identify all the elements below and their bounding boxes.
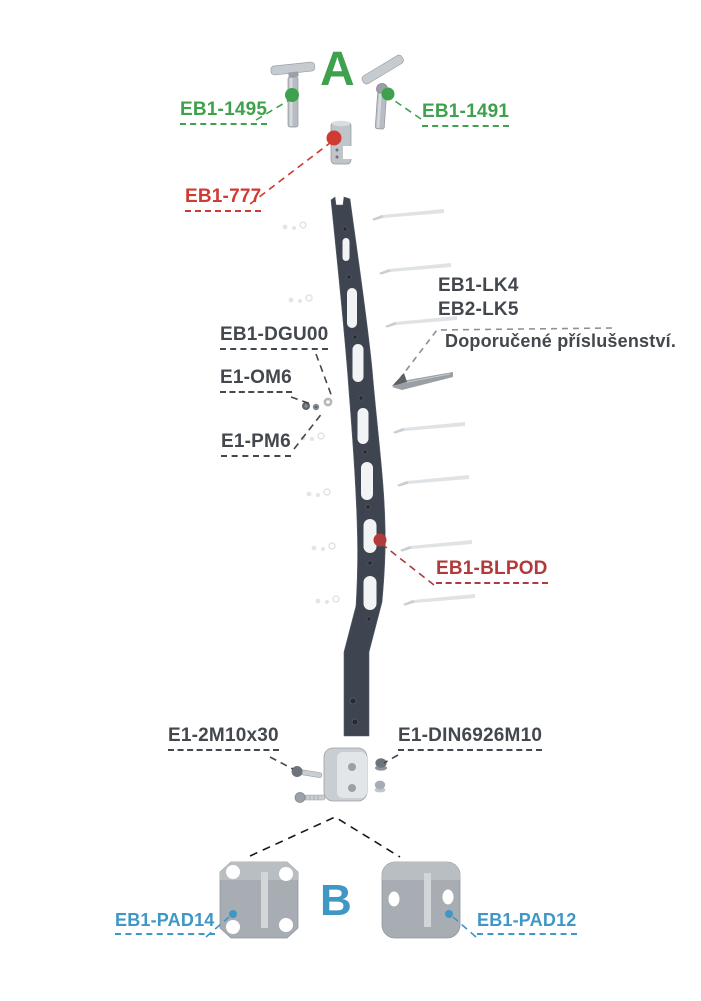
leader-e1-din6926m10 (384, 755, 398, 763)
red-dot-eb1-777 (327, 131, 342, 146)
part-label-e1-pm6: E1-PM6 (221, 432, 291, 457)
fastener-cluster (302, 398, 332, 411)
part-label-eb1-1495: EB1-1495 (180, 100, 267, 125)
leader-lines (206, 99, 612, 937)
part-label-e1-din6926m10: E1-DIN6926M10 (398, 726, 542, 751)
ghost-fasteners (283, 222, 339, 604)
green-dot-eb1-1491 (382, 88, 395, 101)
bolts-part (291, 765, 325, 802)
part-label-eb1-dgu00: EB1-DGU00 (220, 325, 328, 350)
section-b-letter: B (320, 876, 352, 925)
base-plate-pad12 (382, 862, 460, 938)
flange-nuts-part (374, 758, 387, 792)
baluster-post (331, 197, 385, 736)
leader-eb1-dgu00 (316, 354, 332, 397)
part-label-eb1-blpod: EB1-BLPOD (436, 559, 548, 584)
anchor-bracket-part (324, 748, 367, 801)
blue-dot-pad14 (229, 910, 237, 918)
blue-dot-pad12 (445, 910, 453, 918)
part-label-eb1-777: EB1-777 (185, 187, 261, 212)
base-plate-pad14 (220, 862, 298, 938)
leader-e1-pm6 (294, 412, 323, 449)
leader-e1-2m10x30 (270, 757, 293, 769)
leader-plates-v (250, 817, 400, 857)
accessory-note: Doporučené příslušenství. (445, 331, 677, 351)
leader-e1-om6 (291, 397, 311, 404)
green-dot-eb1-1495 (285, 88, 299, 102)
part-label-eb1-pad12: EB1-PAD12 (477, 911, 577, 935)
section-a-letter: A (320, 43, 355, 96)
part-label-eb1-pad14: EB1-PAD14 (115, 911, 215, 935)
leader-eb1-1491 (392, 99, 421, 119)
leader-eb1-777 (250, 143, 330, 204)
red-dot-eb1-blpod (374, 534, 387, 547)
part-label-eb1-1491: EB1-1491 (422, 102, 509, 127)
part-label-e1-om6: E1-OM6 (220, 368, 292, 393)
part-label-eb2-lk5: EB2-LK5 (438, 299, 519, 320)
ghost-crossbar-holders (372, 209, 475, 606)
leader-eb1-blpod (383, 545, 434, 585)
part-label-eb1-lk4: EB1-LK4 (438, 275, 519, 296)
part-label-e1-2m10x30: E1-2M10x30 (168, 726, 279, 751)
